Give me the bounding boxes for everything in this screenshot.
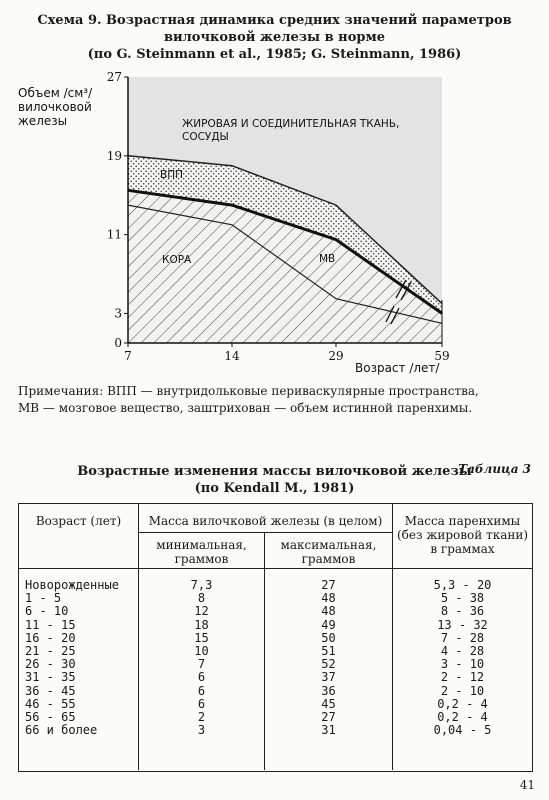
table-cell-par: 0,2 - 4 xyxy=(437,696,488,711)
x-tick-label: 7 xyxy=(124,349,132,363)
table-cell-min: 8 xyxy=(197,591,206,606)
cortex-region-label: КОРА xyxy=(162,254,192,266)
table-cell-max: 45 xyxy=(321,696,336,711)
table-cell-max: 27 xyxy=(321,578,336,592)
table-cell-min: 6 xyxy=(197,670,206,685)
parenchyma-column xyxy=(393,579,532,737)
table-cell-min: 18 xyxy=(194,617,209,632)
table-cell-age: 6 - 10 xyxy=(25,604,69,619)
x-axis-label: Возраст /лет/ xyxy=(355,361,440,375)
table-cell-min: 6 xyxy=(197,683,206,698)
table-cell-par: 0,04 - 5 xyxy=(433,723,492,738)
table-cell-min: 12 xyxy=(194,604,209,619)
header-subdivider xyxy=(138,532,392,533)
age-column xyxy=(25,579,137,737)
table-title-text xyxy=(0,463,549,497)
x-tick-label: 59 xyxy=(434,349,450,363)
header-bottom-line xyxy=(19,568,532,569)
table-cell-age: 16 - 20 xyxy=(25,630,76,645)
table-cell-par: 5 - 38 xyxy=(440,591,485,606)
mass-table xyxy=(18,503,533,772)
table-cell-par: 8 - 36 xyxy=(440,604,485,619)
table-cell-max: 51 xyxy=(321,643,336,658)
header-age: Возраст (лет) xyxy=(35,514,122,528)
table-label: Таблица 3 xyxy=(458,462,531,476)
table-cell-min: 15 xyxy=(194,630,209,645)
table-cell-par: 0,2 - 4 xyxy=(437,709,488,724)
table-cell-par: 2 - 12 xyxy=(440,670,485,685)
table-cell-par: 7 - 28 xyxy=(440,630,485,645)
x-tick-labels xyxy=(124,343,449,363)
vpp-region-label: ВПП xyxy=(160,169,183,181)
table-cell-min: 3 xyxy=(197,723,206,738)
scheme-title-line3: (по G. Steinmann et al., 1985; G. Steinmann, 1986) xyxy=(87,47,462,62)
scheme-title-line2: вилочковой железы в норме xyxy=(163,30,386,45)
table-cell-max: 50 xyxy=(321,630,336,645)
max-mass-column xyxy=(265,579,392,737)
table-cell-min: 10 xyxy=(194,643,209,658)
table-cell-age: 46 - 55 xyxy=(25,696,76,711)
table-cell-min: 6 xyxy=(197,696,206,711)
notes-line1: Примечания: ВПП — внутридольковые периваскулярные пространства, xyxy=(18,384,479,398)
table-cell-max: 49 xyxy=(321,617,336,632)
table-cell-par: 4 - 28 xyxy=(440,643,485,658)
table-cell-max: 48 xyxy=(321,604,336,619)
y-tick-label: 19 xyxy=(106,148,122,163)
y-tick-label: 27 xyxy=(106,70,122,84)
table-cell-par: 5,3 - 20 xyxy=(433,578,492,592)
y-tick-label: 3 xyxy=(114,306,122,321)
table-cell-par: 13 - 32 xyxy=(437,617,488,632)
thymus-volume-chart xyxy=(0,70,549,380)
table-cell-min: 7 xyxy=(197,657,206,672)
table-cell-max: 36 xyxy=(321,683,336,698)
table-cell-age: 31 - 35 xyxy=(25,670,76,685)
table-cell-max: 48 xyxy=(321,591,336,606)
table-cell-max: 52 xyxy=(321,657,336,672)
notes-line2: МВ — мозговое вещество, заштрихован — объем истинной паренхимы. xyxy=(18,401,473,415)
table-cell-age: Новорожденные xyxy=(25,578,119,592)
table-cell-par: 2 - 10 xyxy=(440,683,485,698)
header-mass-total: Масса вилочковой железы (в целом) xyxy=(148,514,383,528)
y-tick-label: 11 xyxy=(106,227,122,242)
table-title-line2: (по Kendall M., 1981) xyxy=(194,481,355,496)
chart-notes xyxy=(18,383,533,417)
table-cell-age: 36 - 45 xyxy=(25,683,76,698)
min-mass-column xyxy=(139,579,264,737)
scheme-title xyxy=(0,12,549,63)
y-tick-label: 0 xyxy=(114,336,122,350)
table-cell-age: 66 и более xyxy=(25,723,98,738)
header-max: максимальная, граммов xyxy=(280,538,377,566)
table-cell-min: 7,3 xyxy=(190,578,213,592)
y-axis-label: Объем /см³/ вилочковой железы xyxy=(18,86,93,128)
x-tick-label: 14 xyxy=(224,349,240,363)
x-tick-label: 29 xyxy=(328,349,344,363)
table-cell-max: 31 xyxy=(321,723,336,738)
table-cell-max: 27 xyxy=(321,709,336,724)
table-cell-min: 2 xyxy=(197,709,206,724)
table-cell-par: 3 - 10 xyxy=(440,657,485,672)
y-tick-labels xyxy=(107,70,128,350)
fat-region-label: ЖИРОВАЯ И СОЕДИНИТЕЛЬНАЯ ТКАНЬ, СОСУДЫ xyxy=(182,118,400,143)
table-cell-age: 21 - 25 xyxy=(25,643,76,658)
page-number: 41 xyxy=(519,778,535,792)
table-cell-age: 56 - 65 xyxy=(25,709,76,724)
table-cell-age: 26 - 30 xyxy=(25,657,76,672)
scheme-title-line1: Схема 9. Возрастная динамика средних значений параметров xyxy=(37,13,512,28)
header-parenchyma: Масса паренхимы (без жировой ткани) в граммах xyxy=(396,514,529,556)
table-cell-age: 1 - 5 xyxy=(25,591,62,606)
header-min: минимальная, граммов xyxy=(156,538,247,566)
table-cell-age: 11 - 15 xyxy=(25,617,76,632)
table-title-line1: Возрастные изменения массы вилочковой железы xyxy=(77,464,472,479)
medulla-region-label: МВ xyxy=(319,253,336,265)
table-cell-max: 37 xyxy=(321,670,336,685)
